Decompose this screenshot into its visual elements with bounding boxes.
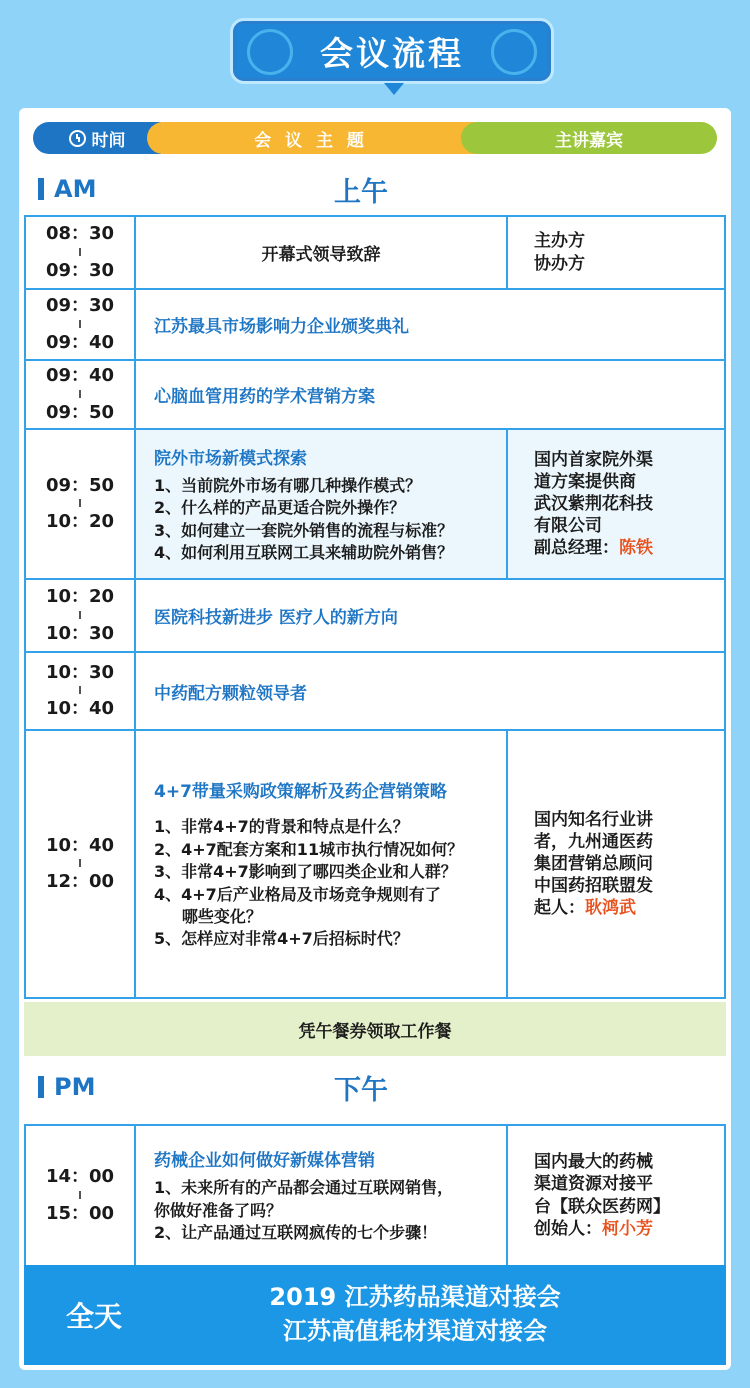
topic-cell: 医院科技新进步 医疗人的新方向 (135, 579, 725, 652)
end-time: 12：00 (45, 871, 115, 892)
topic-cell: 江苏最具市场影响力企业颁奖典礼 (135, 289, 725, 360)
list-item: 2、让产品通过互联网疯传的七个步骤！ (154, 1223, 438, 1243)
guest-line: 有限公司 (534, 516, 602, 537)
table-row (25, 429, 725, 579)
column-header-bar (33, 122, 717, 154)
decoration-ring (491, 29, 537, 75)
pm-section-header (24, 1063, 726, 1111)
all-day-banner (24, 1265, 726, 1365)
list-item: 5、怎样应对非常4+7后招标时代？ (154, 929, 409, 949)
am-code: AM (54, 175, 97, 203)
end-time: 09：30 (45, 259, 115, 281)
guest-line: 台【联众医药网】 (534, 1196, 670, 1217)
topic-cell (135, 429, 507, 579)
start-time: 09：30 (45, 295, 115, 316)
guest-line: 集团营销总顾问 (534, 853, 653, 874)
end-time: 10：20 (45, 511, 115, 532)
agenda-card (19, 108, 731, 1370)
guest-line (534, 897, 724, 919)
guest-line: 国内知名行业讲 (534, 809, 653, 830)
topic-title: 4+7带量采购政策解析及药企营销策略 (154, 782, 447, 803)
guest-line: 渠道资源对接平 (534, 1174, 653, 1195)
list-item: 1、未来所有的产品都会通过互联网销售， (154, 1178, 454, 1198)
time-cell (25, 730, 135, 998)
list-item: 3、如何建立一套院外销售的流程与标准？ (154, 520, 454, 540)
event-line: 江苏高值耗材渠道对接会 (283, 1317, 547, 1345)
event-line: 2019 江苏药品渠道对接会 (269, 1283, 561, 1312)
start-time: 14：00 (45, 1166, 115, 1187)
time-cell (25, 579, 135, 652)
end-time: 09：40 (45, 331, 115, 353)
guest-cell (507, 429, 725, 579)
topic-cell: 心脑血管用药的学术营销方案 (135, 360, 725, 429)
table-row (25, 216, 725, 289)
time-cell (25, 1125, 135, 1266)
table-row (25, 730, 725, 998)
guest-name: 柯小芳 (602, 1218, 653, 1239)
guest-line (534, 537, 724, 559)
section-marker (38, 1076, 44, 1098)
guest-line: 协办方 (534, 253, 585, 274)
pm-schedule-table (24, 1124, 726, 1267)
start-time: 08：30 (45, 223, 115, 244)
guest-cell (507, 216, 725, 289)
guest-role: 创始人： (534, 1218, 602, 1239)
pm-code: PM (54, 1073, 96, 1101)
topic-cell (135, 1125, 507, 1266)
guest-line (534, 1218, 724, 1240)
header-time (33, 122, 161, 154)
am-schedule-table (24, 215, 726, 999)
pm-label: 下午 (334, 1074, 388, 1106)
list-item: 哪些变化？ (154, 906, 262, 926)
table-row (25, 579, 725, 652)
time-cell (25, 652, 135, 730)
header-guest: 主讲嘉宾 (461, 122, 717, 154)
time-cell (25, 289, 135, 360)
end-time: 10：30 (45, 622, 115, 644)
list-item: 2、4+7配套方案和11城市执行情况如何？ (154, 839, 464, 859)
lunch-notice: 凭午餐券领取工作餐 (24, 1002, 726, 1056)
topic-title: 药械企业如何做好新媒体营销 (154, 1151, 375, 1172)
list-item: 1、当前院外市场有哪几种操作模式？ (154, 475, 422, 495)
all-day-events (164, 1281, 726, 1348)
time-cell (25, 216, 135, 289)
section-marker (38, 178, 44, 200)
guest-name: 耿鸿武 (585, 898, 636, 919)
table-row (25, 289, 725, 360)
topic-items (154, 475, 506, 565)
guest-name: 陈铁 (619, 538, 653, 559)
page-title: 会议流程 (320, 33, 464, 73)
start-time: 10：30 (45, 661, 115, 683)
topic-title: 院外市场新模式探索 (154, 448, 307, 469)
end-time: 15：00 (45, 1202, 115, 1224)
guest-cell (507, 1125, 725, 1266)
guest-line: 道方案提供商 (534, 471, 636, 492)
table-row (25, 652, 725, 730)
guest-cell (507, 730, 725, 998)
guest-line: 国内最大的药械 (534, 1152, 653, 1173)
am-section-header (24, 165, 726, 213)
title-badge (230, 18, 554, 84)
clock-icon (69, 130, 86, 147)
am-label: 上午 (334, 176, 388, 208)
list-item: 4、4+7后产业格局及市场竞争规则有了 (154, 884, 441, 904)
all-day-label: 全天 (65, 1300, 122, 1333)
guest-role: 副总经理： (534, 538, 619, 559)
table-row (25, 1125, 725, 1266)
start-time: 09：50 (45, 474, 115, 496)
guest-line: 中国药招联盟发 (534, 876, 653, 897)
list-item: 4、如何利用互联网工具来辅助院外销售？ (154, 542, 454, 562)
start-time: 10：40 (45, 834, 115, 856)
start-time: 09：40 (45, 365, 115, 386)
time-cell (25, 429, 135, 579)
topic-items (154, 816, 506, 950)
topic-items (154, 1177, 506, 1244)
topic-cell: 中药配方颗粒领导者 (135, 652, 725, 730)
time-cell (25, 360, 135, 429)
badge-pointer (384, 83, 404, 95)
table-row (25, 360, 725, 429)
list-item: 1、非常4+7的背景和特点是什么？ (154, 817, 409, 837)
guest-line: 国内首家院外渠 (534, 449, 653, 470)
guest-line: 武汉紫荆花科技 (534, 493, 653, 514)
header-time-label: 时间 (91, 130, 126, 151)
list-item: 2、什么样的产品更适合院外操作？ (154, 498, 406, 518)
end-time: 09：50 (45, 401, 115, 423)
start-time: 10：20 (45, 586, 115, 607)
topic-cell (135, 730, 507, 998)
guest-line: 主办方 (534, 231, 585, 252)
guest-role: 起人： (534, 898, 585, 919)
list-item: 3、非常4+7影响到了哪四类企业和人群？ (154, 862, 457, 882)
topic-cell: 开幕式领导致辞 (135, 216, 507, 289)
header-topic: 会 议 主 题 (147, 122, 475, 154)
end-time: 10：40 (45, 698, 115, 719)
guest-line: 者，九州通医药 (534, 831, 653, 852)
decoration-ring (247, 29, 293, 75)
list-item: 你做好准备了吗？ (154, 1200, 283, 1220)
